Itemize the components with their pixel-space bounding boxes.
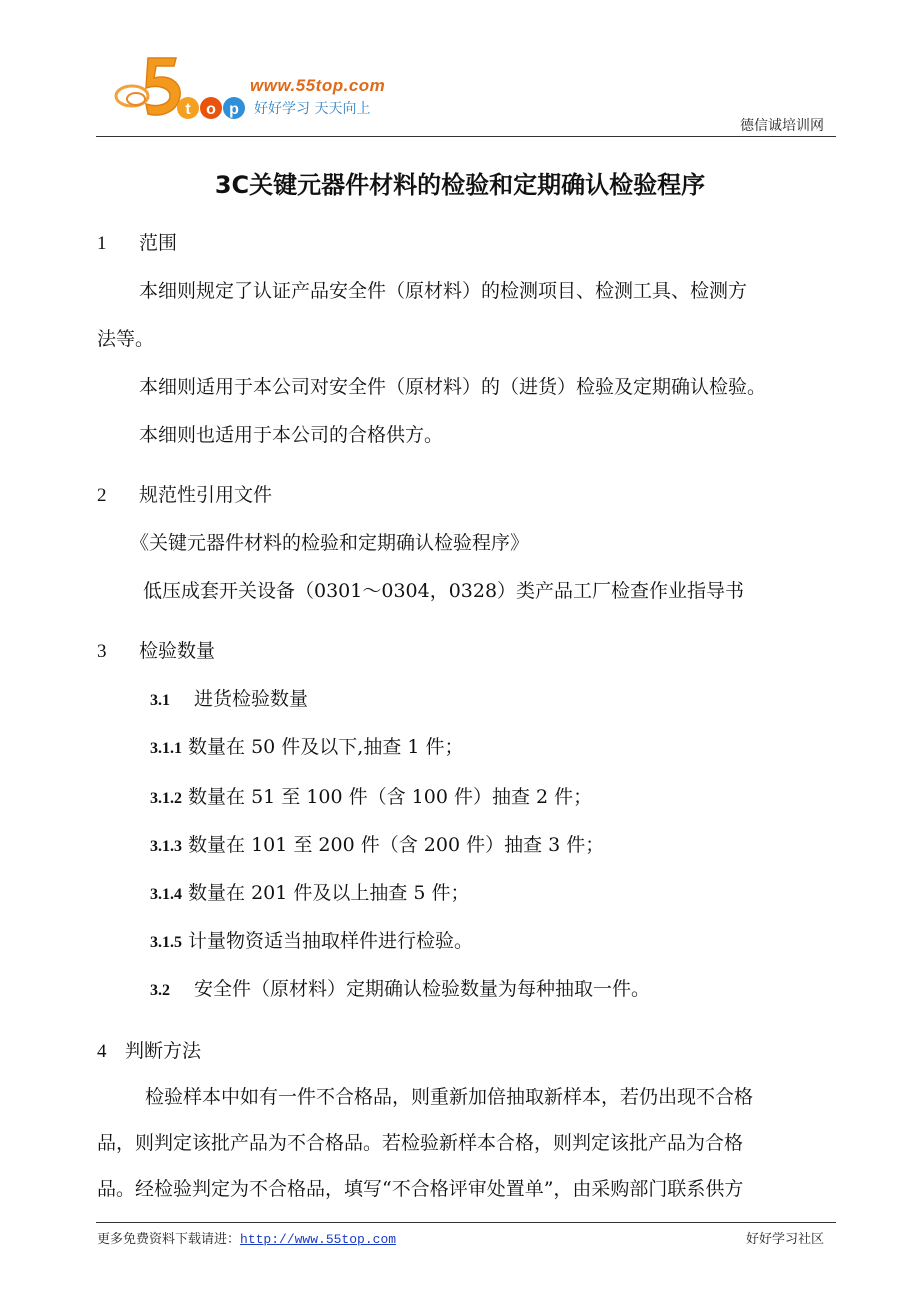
item-text: 计量物资适当抽取样件进行检验。 <box>188 930 474 952</box>
section-3-heading <box>97 637 215 666</box>
reference-item: 《关键元器件材料的检验和定期确认检验程序》 <box>130 532 530 554</box>
footer-divider <box>96 1222 836 1223</box>
paragraph: 本细则适用于本公司对安全件（原材料）的（进货）检验及定期确认检验。 <box>139 376 767 398</box>
subsection-3-1 <box>150 685 308 715</box>
section-number: 3 <box>97 641 107 662</box>
list-item <box>150 927 473 957</box>
subsection-title: 进货检验数量 <box>194 688 309 710</box>
svg-text:o: o <box>206 101 216 118</box>
list-item <box>150 879 470 909</box>
item-number: 3.1.4 <box>150 886 182 903</box>
footer-download-note <box>97 1228 396 1247</box>
section-title: 检验数量 <box>139 640 216 662</box>
logo-slogan: 好好学习 天天向上 <box>254 101 371 117</box>
logo-url-text: www.55top.com <box>250 76 386 95</box>
section-number: 1 <box>97 233 107 254</box>
paragraph: 品，则判定该批产品为不合格品。若检验新样本合格，则判定该批产品为合格 <box>97 1132 744 1154</box>
section-title: 范围 <box>139 232 178 254</box>
section-1-heading <box>97 229 177 258</box>
item-number: 3.1.2 <box>150 790 182 807</box>
site-logo[interactable] <box>108 52 428 132</box>
reference-item: 低压成套开关设备（0301～0304，0328）类产品工厂检查作业指导书 <box>143 580 745 602</box>
item-text: 数量在 51 至 100 件（含 100 件）抽查 2 件； <box>188 786 593 808</box>
item-number: 3.1.5 <box>150 934 182 951</box>
item-text: 数量在 201 件及以上抽查 5 件； <box>188 882 470 904</box>
section-number: 2 <box>97 485 107 506</box>
header-site-name: 德信诚培训网 <box>740 118 824 134</box>
header-divider <box>96 136 836 137</box>
subsection-number: 3.1 <box>150 692 170 709</box>
paragraph: 法等。 <box>97 328 155 350</box>
logo-5top-icon <box>108 52 253 132</box>
subsection-number: 3.2 <box>150 982 170 999</box>
subsection-3-2 <box>150 975 650 1005</box>
section-number: 4 <box>97 1041 107 1062</box>
item-text: 数量在 101 至 200 件（含 200 件）抽查 3 件； <box>188 834 605 856</box>
paragraph: 品。经检验判定为不合格品，填写“不合格评审处置单”，由采购部门联系供方 <box>97 1178 744 1200</box>
item-text: 数量在 50 件及以下,抽查 1 件； <box>188 736 464 758</box>
footer-community: 好好学习社区 <box>745 1232 824 1247</box>
section-title: 判断方法 <box>125 1040 202 1062</box>
footer-label: 更多免费资料下载请进： <box>97 1232 241 1247</box>
paragraph: 本细则规定了认证产品安全件（原材料）的检测项目、检测工具、检测方 <box>139 280 748 302</box>
subsection-title: 安全件（原材料）定期确认检验数量为每种抽取一件。 <box>194 978 651 1000</box>
document-title: 3C关键元器件材料的检验和定期确认检验程序 <box>214 171 706 199</box>
section-2-heading <box>97 481 272 510</box>
section-4-heading <box>97 1037 201 1066</box>
section-title: 规范性引用文件 <box>139 484 273 506</box>
svg-text:p: p <box>229 101 239 118</box>
paragraph: 本细则也适用于本公司的合格供方。 <box>139 424 444 446</box>
list-item <box>150 783 592 813</box>
item-number: 3.1.1 <box>150 740 182 757</box>
list-item <box>150 733 464 763</box>
footer-link[interactable]: http://www.55top.com <box>240 1232 397 1247</box>
list-item <box>150 831 604 861</box>
item-number: 3.1.3 <box>150 838 182 855</box>
svg-text:t: t <box>185 101 191 118</box>
paragraph: 检验样本中如有一件不合格品，则重新加倍抽取新样本，若仍出现不合格 <box>145 1086 754 1108</box>
